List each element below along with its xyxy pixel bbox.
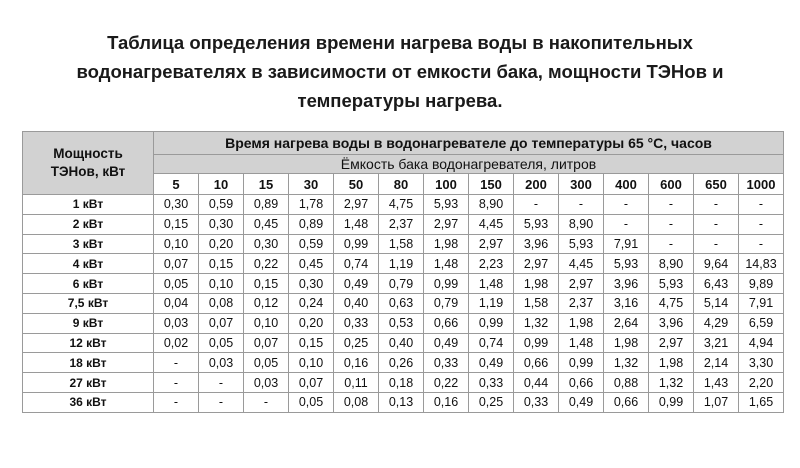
time-cell: - — [694, 214, 739, 234]
power-column-header — [23, 132, 154, 195]
time-cell: 2,37 — [559, 293, 604, 313]
time-cell: - — [154, 373, 199, 393]
time-cell: 2,97 — [649, 333, 694, 353]
time-cell: 4,75 — [649, 293, 694, 313]
power-cell: 4 кВт — [23, 254, 154, 274]
time-cell: 2,97 — [559, 274, 604, 294]
time-cell: 5,93 — [514, 214, 559, 234]
time-cell: 0,44 — [514, 373, 559, 393]
time-cell: 0,30 — [289, 274, 334, 294]
time-cell: 0,05 — [289, 392, 334, 412]
time-cell: - — [649, 214, 694, 234]
time-cell: 1,58 — [514, 293, 559, 313]
time-cell: 3,16 — [604, 293, 649, 313]
time-cell: 1,98 — [514, 274, 559, 294]
time-cell: 0,12 — [244, 293, 289, 313]
time-cell: 0,33 — [424, 353, 469, 373]
volume-header-cell: 30 — [289, 174, 334, 195]
time-cell: 0,15 — [289, 333, 334, 353]
volume-header-cell: 300 — [559, 174, 604, 195]
power-header-line-1: Мощность — [53, 146, 123, 161]
volume-header-cell: 150 — [469, 174, 514, 195]
time-cell: 6,43 — [694, 274, 739, 294]
time-cell: 0,22 — [424, 373, 469, 393]
power-cell: 1 кВт — [23, 195, 154, 215]
time-cell: 5,14 — [694, 293, 739, 313]
time-cell: 0,99 — [334, 234, 379, 254]
time-cell: 0,07 — [199, 313, 244, 333]
page-title — [0, 28, 800, 115]
time-cell: 0,40 — [379, 333, 424, 353]
time-cell: 0,66 — [514, 353, 559, 373]
time-cell: 5,93 — [649, 274, 694, 294]
time-cell: 3,21 — [694, 333, 739, 353]
volume-header-cell: 50 — [334, 174, 379, 195]
time-cell: 7,91 — [739, 293, 784, 313]
time-cell: - — [649, 234, 694, 254]
time-cell: 2,97 — [514, 254, 559, 274]
time-cell: 0,49 — [424, 333, 469, 353]
power-cell: 18 кВт — [23, 353, 154, 373]
time-cell: 0,11 — [334, 373, 379, 393]
table-row — [23, 333, 784, 353]
title-line-3: температуры нагрева. — [297, 90, 503, 111]
time-cell: 0,33 — [334, 313, 379, 333]
time-cell: 0,74 — [334, 254, 379, 274]
table-row — [23, 254, 784, 274]
volume-header-cell: 5 — [154, 174, 199, 195]
time-cell: 1,58 — [379, 234, 424, 254]
time-cell: 0,02 — [154, 333, 199, 353]
time-cell: 0,66 — [604, 392, 649, 412]
time-cell: 0,30 — [154, 195, 199, 215]
time-cell: 0,15 — [154, 214, 199, 234]
time-cell: 8,90 — [559, 214, 604, 234]
time-cell: 1,32 — [514, 313, 559, 333]
time-cell: 0,08 — [334, 392, 379, 412]
volume-header-cell: 600 — [649, 174, 694, 195]
power-cell: 36 кВт — [23, 392, 154, 412]
time-cell: 4,45 — [559, 254, 604, 274]
time-cell: 2,97 — [424, 214, 469, 234]
time-cell: 3,96 — [604, 274, 649, 294]
volume-header-cell: 650 — [694, 174, 739, 195]
time-cell: 1,43 — [694, 373, 739, 393]
time-cell: 4,75 — [379, 195, 424, 215]
time-cell: 1,65 — [739, 392, 784, 412]
time-cell: 0,22 — [244, 254, 289, 274]
time-cell: 0,99 — [424, 274, 469, 294]
table-row — [23, 214, 784, 234]
time-cell: 0,05 — [199, 333, 244, 353]
table-body — [23, 195, 784, 413]
time-cell: - — [199, 392, 244, 412]
volume-header-cell: 100 — [424, 174, 469, 195]
power-cell: 7,5 кВт — [23, 293, 154, 313]
time-cell: 2,20 — [739, 373, 784, 393]
time-cell: 0,15 — [199, 254, 244, 274]
time-cell: 0,03 — [244, 373, 289, 393]
time-cell: 0,53 — [379, 313, 424, 333]
volume-header-cell: 80 — [379, 174, 424, 195]
time-cell: 0,07 — [244, 333, 289, 353]
time-cell: 6,59 — [739, 313, 784, 333]
time-cell: 0,13 — [379, 392, 424, 412]
volume-header-cell: 10 — [199, 174, 244, 195]
time-cell: 0,25 — [334, 333, 379, 353]
table-row — [23, 313, 784, 333]
power-cell: 9 кВт — [23, 313, 154, 333]
time-cell: 0,99 — [649, 392, 694, 412]
time-cell: 0,20 — [289, 313, 334, 333]
time-cell: 7,91 — [604, 234, 649, 254]
time-cell: 0,59 — [199, 195, 244, 215]
time-cell: 0,99 — [559, 353, 604, 373]
time-cell: 1,78 — [289, 195, 334, 215]
time-cell: 0,49 — [334, 274, 379, 294]
time-cell: 0,66 — [559, 373, 604, 393]
time-cell: 0,16 — [424, 392, 469, 412]
tank-volume-header: Ёмкость бака водонагревателя, литров — [154, 155, 784, 174]
time-cell: 2,64 — [604, 313, 649, 333]
volume-header-cell: 15 — [244, 174, 289, 195]
time-cell: - — [739, 195, 784, 215]
time-cell: 0,99 — [469, 313, 514, 333]
time-cell: - — [739, 234, 784, 254]
volume-header-cell: 1000 — [739, 174, 784, 195]
time-cell: - — [604, 195, 649, 215]
time-cell: 0,89 — [244, 195, 289, 215]
time-cell: 0,40 — [334, 293, 379, 313]
time-cell: 0,04 — [154, 293, 199, 313]
time-cell: - — [694, 234, 739, 254]
time-cell: 0,89 — [289, 214, 334, 234]
power-cell: 3 кВт — [23, 234, 154, 254]
time-cell: 3,96 — [514, 234, 559, 254]
time-cell: 8,90 — [469, 195, 514, 215]
time-cell: 2,97 — [334, 195, 379, 215]
time-cell: 1,98 — [604, 333, 649, 353]
time-cell: 0,08 — [199, 293, 244, 313]
time-cell: 0,10 — [244, 313, 289, 333]
time-cell: 14,83 — [739, 254, 784, 274]
time-cell: 0,45 — [289, 254, 334, 274]
time-cell: 0,18 — [379, 373, 424, 393]
time-cell: 1,48 — [424, 254, 469, 274]
heating-time-table — [22, 131, 784, 413]
power-cell: 27 кВт — [23, 373, 154, 393]
time-cell: 1,32 — [649, 373, 694, 393]
time-cell: - — [559, 195, 604, 215]
time-cell: 3,30 — [739, 353, 784, 373]
time-cell: 0,24 — [289, 293, 334, 313]
time-cell: - — [514, 195, 559, 215]
time-cell: 5,93 — [559, 234, 604, 254]
table-row — [23, 293, 784, 313]
time-cell: - — [154, 353, 199, 373]
time-cell: 0,99 — [514, 333, 559, 353]
time-cell: 0,25 — [469, 392, 514, 412]
time-cell: 0,16 — [334, 353, 379, 373]
time-cell: - — [154, 392, 199, 412]
time-cell: 0,63 — [379, 293, 424, 313]
title-line-2: водонагревателях в зависимости от емкости бака, мощности ТЭНов и — [76, 61, 724, 82]
time-cell: - — [604, 214, 649, 234]
time-cell: 0,88 — [604, 373, 649, 393]
time-cell: 9,64 — [694, 254, 739, 274]
time-cell: 0,05 — [154, 274, 199, 294]
time-cell: 8,90 — [649, 254, 694, 274]
time-cell: 2,14 — [694, 353, 739, 373]
time-cell: 0,33 — [514, 392, 559, 412]
time-cell: - — [244, 392, 289, 412]
time-cell: 0,66 — [424, 313, 469, 333]
time-cell: 1,98 — [424, 234, 469, 254]
time-cell: - — [199, 373, 244, 393]
time-cell: 0,49 — [469, 353, 514, 373]
time-cell: 0,05 — [244, 353, 289, 373]
table-row — [23, 373, 784, 393]
time-cell: 0,74 — [469, 333, 514, 353]
time-cell: 1,48 — [334, 214, 379, 234]
table-row — [23, 392, 784, 412]
time-cell: 0,20 — [199, 234, 244, 254]
time-cell: 0,49 — [559, 392, 604, 412]
time-cell: 5,93 — [424, 195, 469, 215]
title-line-1: Таблица определения времени нагрева воды в накопительных — [107, 32, 693, 53]
time-cell: - — [649, 195, 694, 215]
time-cell: 0,45 — [244, 214, 289, 234]
time-cell: 1,98 — [559, 313, 604, 333]
time-cell: 2,97 — [469, 234, 514, 254]
time-cell: 1,98 — [649, 353, 694, 373]
time-cell: 0,26 — [379, 353, 424, 373]
time-cell: 0,33 — [469, 373, 514, 393]
time-cell: 0,15 — [244, 274, 289, 294]
time-cell: 0,10 — [289, 353, 334, 373]
time-cell: 0,59 — [289, 234, 334, 254]
time-cell: 1,19 — [379, 254, 424, 274]
time-cell: 1,32 — [604, 353, 649, 373]
time-cell: - — [694, 195, 739, 215]
heating-time-header: Время нагрева воды в водонагревателе до температуры 65 °С, часов — [154, 132, 784, 155]
time-cell: 4,45 — [469, 214, 514, 234]
table-row — [23, 274, 784, 294]
time-cell: 1,48 — [469, 274, 514, 294]
time-cell: 0,07 — [289, 373, 334, 393]
time-cell: 4,29 — [694, 313, 739, 333]
time-cell: 1,48 — [559, 333, 604, 353]
table-row — [23, 195, 784, 215]
time-cell: 9,89 — [739, 274, 784, 294]
power-header-line-2: ТЭНов, кВт — [50, 164, 126, 179]
time-cell: 3,96 — [649, 313, 694, 333]
power-cell: 2 кВт — [23, 214, 154, 234]
table-row — [23, 234, 784, 254]
time-cell: 0,79 — [379, 274, 424, 294]
time-cell: 0,07 — [154, 254, 199, 274]
table-row — [23, 353, 784, 373]
power-cell: 12 кВт — [23, 333, 154, 353]
time-cell: 4,94 — [739, 333, 784, 353]
time-cell: - — [739, 214, 784, 234]
time-cell: 0,30 — [244, 234, 289, 254]
time-cell: 2,37 — [379, 214, 424, 234]
time-cell: 0,10 — [154, 234, 199, 254]
power-cell: 6 кВт — [23, 274, 154, 294]
time-cell: 0,30 — [199, 214, 244, 234]
time-cell: 1,19 — [469, 293, 514, 313]
time-cell: 0,03 — [154, 313, 199, 333]
time-cell: 0,10 — [199, 274, 244, 294]
volume-header-cell: 200 — [514, 174, 559, 195]
volume-header-cell: 400 — [604, 174, 649, 195]
time-cell: 0,03 — [199, 353, 244, 373]
time-cell: 0,79 — [424, 293, 469, 313]
time-cell: 5,93 — [604, 254, 649, 274]
time-cell: 1,07 — [694, 392, 739, 412]
time-cell: 2,23 — [469, 254, 514, 274]
